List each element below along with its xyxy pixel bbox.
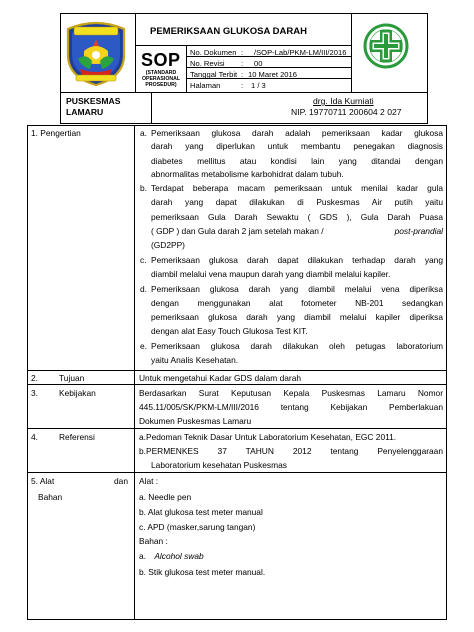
- kebijakan-line: Berdasarkan Surat Keputusan Kepala Puskesmas Lamaru Nomor: [139, 388, 443, 398]
- kebijakan-line: Dokumen Puskesmas Lamaru: [139, 416, 252, 426]
- field-sep: :: [241, 81, 244, 90]
- paragraph-line: Pemeriksaan glukosa darah dapat dilakukan terhadap darah yang: [151, 255, 443, 265]
- paragraph-line: Pemeriksaan glukosa darah adalah pemeriksaan kadar glukosa: [151, 128, 443, 138]
- list-marker: a.: [140, 128, 147, 138]
- paragraph-line: Pemeriksaan glukosa darah dilakukan oleh petugas laboratorium: [151, 341, 443, 351]
- field-divider: [186, 67, 352, 68]
- referensi-line: b.PERMENKES 37 TAHUN 2012 tentang Penyelenggaraan: [139, 446, 443, 456]
- alat-heading: Alat :: [139, 476, 159, 486]
- field-value-page: 1 / 3: [251, 81, 266, 90]
- field-label-doc-number: No. Dokumen: [190, 48, 237, 57]
- org-name-line-2: LAMARU: [66, 107, 104, 117]
- paragraph-line: diambil melalui vena maupun darah yang diambil melalui kapiler.: [151, 269, 391, 279]
- field-label-issue-date: Tanggal Terbit: [190, 70, 238, 79]
- referensi-line: a.Pedoman Teknik Dasar Untuk Laboratorium Kesehatan, EGC 2011.: [139, 432, 397, 442]
- field-divider: [186, 56, 352, 57]
- bahan-text: Alcohol swab: [154, 551, 204, 561]
- row-divider: [27, 472, 447, 473]
- section-label-bahan: Bahan: [38, 492, 63, 502]
- paragraph-line: darah yang dapat dilakukan di Puskesmas Air putih yaitu: [151, 197, 443, 207]
- field-sep: :: [241, 48, 244, 57]
- field-label-revision: No. Revisi: [190, 59, 225, 68]
- section-label-alat: 5. Alat: [31, 476, 55, 486]
- paragraph-line: darah yang diperlukan untuk membantu penegakan diagnosis: [151, 141, 443, 151]
- field-label-page: Halaman: [190, 81, 221, 90]
- section-number: 3.: [31, 388, 38, 398]
- bahan-heading: Bahan :: [139, 536, 168, 546]
- section-label-dan: dan: [114, 476, 128, 486]
- signatory-name: drg. Ida Kurniati: [313, 96, 374, 106]
- section-label-pengertian: 1. Pengertian: [31, 128, 81, 138]
- puskesmas-cross-logo: [362, 22, 410, 70]
- paragraph-line: [151, 225, 443, 238]
- paragraph-line: dengan alat Easy Touch Glukosa Test KIT.: [151, 326, 308, 336]
- sop-label: SOP: [141, 50, 181, 70]
- paragraph-line: dengan menggunakan alat fotometer NB-201 sedangkan: [151, 298, 443, 308]
- document-title: PEMERIKSAAN GLUKOSA DARAH: [150, 26, 307, 37]
- list-marker: d.: [140, 284, 147, 294]
- section-label-kebijakan: Kebijakan: [59, 388, 96, 398]
- org-name-line-1: PUSKESMAS: [66, 96, 121, 106]
- kutai-kartanegara-logo: [62, 15, 130, 87]
- paragraph-line: abnormalitas metabolisme karbohidrat dalam tubuh.: [151, 169, 344, 179]
- paragraph-line: (GD2PP): [151, 240, 185, 250]
- field-sep: :: [241, 59, 244, 68]
- alat-item: b. Alat glukosa test meter manual: [139, 507, 263, 517]
- bahan-marker: a.: [139, 551, 146, 561]
- list-marker: e.: [140, 341, 147, 351]
- paragraph-line: pemeriksaan glukosa darah yang diambil melalui kapiler diperiksa: [151, 312, 443, 322]
- section-number: 2.: [31, 373, 38, 383]
- section-label-tujuan: Tujuan: [59, 373, 85, 383]
- column-divider: [134, 125, 135, 620]
- signatory-nip: NIP. 19770711 200604 2 027: [291, 107, 402, 117]
- kebijakan-line: 445.11/005/SK/PKM-LM/III/2016 tentang Kebijakan Pemberlakuan: [139, 402, 443, 412]
- paragraph-line: yaitu Analis Kesehatan.: [151, 355, 239, 365]
- field-sep: :: [241, 70, 244, 79]
- field-divider: [186, 78, 352, 79]
- list-marker: c.: [140, 255, 147, 265]
- paragraph-line: pemeriksaan Gula Darah Sewaktu ( GDS ), Gula Darah Puasa: [151, 212, 443, 222]
- paragraph-line: Terdapat beberapa macam pemeriksaan untuk menilai kadar gula: [151, 183, 443, 193]
- sop-subtitle-1: (STANDARD: [145, 70, 177, 76]
- bahan-item: [139, 550, 204, 563]
- sop-subtitle-3: PROSEDUR): [145, 82, 177, 88]
- paragraph-line: Pemeriksaan glukosa darah yang diambil melalui vena diperiksa: [151, 284, 443, 294]
- bahan-item: b. Stik glukosa test meter manual.: [139, 567, 266, 577]
- paragraph-italic-text: post-prandial: [394, 226, 443, 236]
- sop-subtitle-2: OPERASIONAL: [141, 76, 181, 82]
- row-divider: [27, 428, 447, 429]
- tujuan-text: Untuk mengetahui Kadar GDS dalam darah: [139, 373, 302, 383]
- alat-item: c. APD (masker,sarung tangan): [139, 522, 256, 532]
- list-marker: b.: [140, 183, 147, 193]
- referensi-line: Laboratorium kesehatan Puskesmas: [151, 460, 287, 470]
- alat-item: a. Needle pen: [139, 492, 192, 502]
- field-value-issue-date: 10 Maret 2016: [248, 70, 297, 79]
- paragraph-line: diabetes mellitus atau kondisi lain yang ditandai dengan: [151, 156, 443, 166]
- field-value-doc-number: /SOP-Lab/PKM-LM/III/2016: [254, 48, 347, 57]
- field-value-revision: 00: [254, 59, 263, 68]
- section-number: 4.: [31, 432, 38, 442]
- row-divider: [27, 370, 447, 371]
- section-label-referensi: Referensi: [59, 432, 95, 442]
- paragraph-text: ( GDP ) dan Gula darah 2 jam setelah makan /: [151, 226, 324, 236]
